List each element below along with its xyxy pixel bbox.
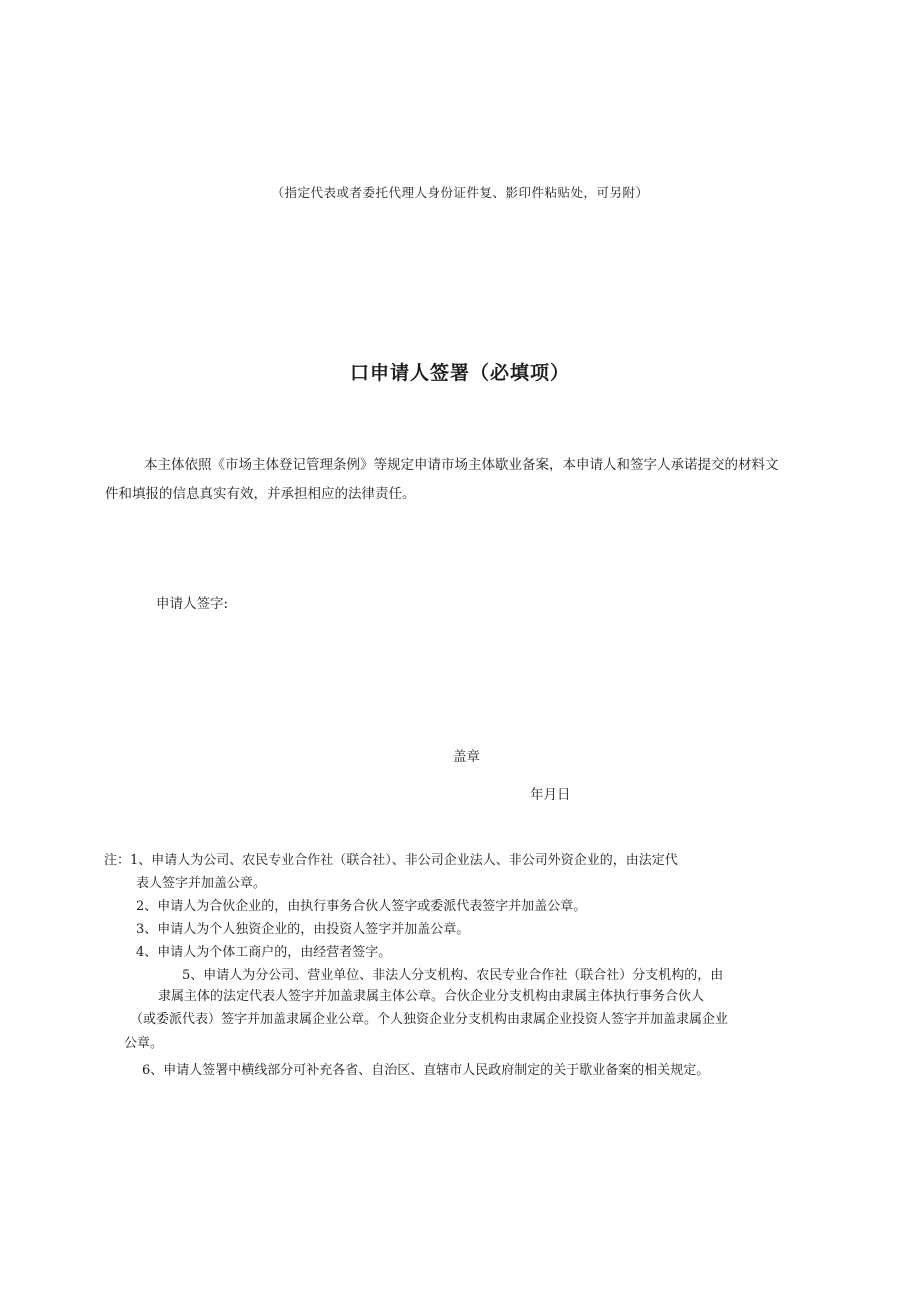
note-5-line-2: 隶属主体的法定代表人签字并加盖隶属主体公章。合伙企业分支机构由隶属主体执行事务合伙人	[158, 989, 705, 1004]
note-5-line-3: （或委派代表）签字并加盖隶属企业公章。个人独资企业分支机构由隶属企业投资人签字并加盖隶属企业	[130, 1012, 729, 1027]
section-title: 口申请人签署（必填项）	[349, 362, 570, 384]
note-1-line-2: 表人签字并加盖公章。	[136, 876, 267, 891]
statement-line-1: 本主体依照《市场主体登记管理条例》等规定申请市场主体歇业备案，本申请人和签字人承诺提交的材料文	[144, 457, 779, 473]
statement-line-2: 件和填报的信息真实有效，并承担相应的法律责任。	[105, 486, 416, 502]
id-copy-paste-caption: （指定代表或者委托代理人身份证件复、影印件粘贴处，可另附）	[271, 185, 649, 200]
note-4: 4、申请人为个体工商户的，由经营者签字。	[136, 945, 392, 960]
date-label: 年月日	[530, 787, 571, 803]
note-1-line-1: 注：1、申请人为公司、农民专业合作社（联合社）、非公司企业法人、非公司外资企业的，由法定代	[104, 853, 678, 868]
seal-label: 盖章	[453, 749, 480, 765]
note-5-line-1: 5、申请人为分公司、营业单位、非法人分支机构、农民专业合作社（联合社）分支机构的，由	[182, 968, 724, 983]
note-2: 2、申请人为合伙企业的，由执行事务合伙人签字或委派代表签字并加盖公章。	[136, 899, 587, 914]
note-3: 3、申请人为个人独资企业的，由投资人签字并加盖公章。	[136, 922, 470, 937]
note-5-line-4: 公章。	[124, 1036, 164, 1051]
signature-label: 申请人签字:	[156, 596, 229, 612]
note-6: 6、申请人签署中横线部分可补充各省、自治区、直辖市人民政府制定的关于歇业备案的相关规定。	[142, 1063, 710, 1078]
